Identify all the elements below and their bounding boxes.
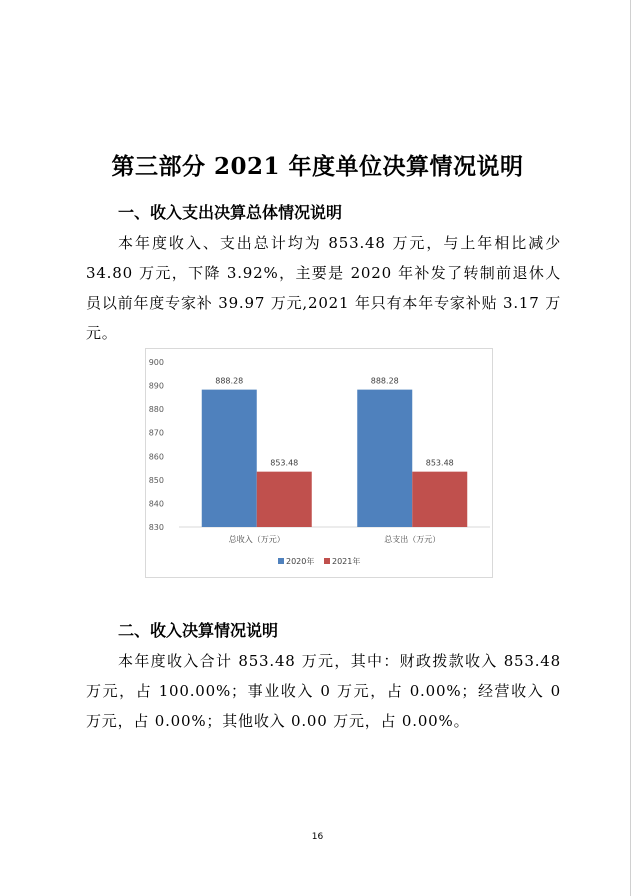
bar (357, 390, 412, 527)
bar (412, 472, 467, 527)
page-edge (630, 0, 631, 896)
section-paragraph-2: 本年度收入合计 853.48 万元，其中：财政拨款收入 853.48 万元，占 100.00%；事业收入 0 万元，占 0.00%；经营收入 0 万元，占 0.00%；其他收入 0.00 万元，占 0.00%。 (86, 652, 561, 730)
data-label: 853.48 (425, 458, 454, 468)
y-tick-label: 860 (148, 452, 164, 462)
y-tick-label: 870 (148, 428, 164, 438)
y-tick-label: 900 (148, 358, 164, 367)
legend-label: 2021年 (332, 557, 361, 566)
legend-swatch (278, 558, 284, 564)
bar-chart (145, 348, 493, 578)
category-label: 总收入（万元） (228, 535, 285, 544)
category-label: 总支出（万元） (384, 535, 441, 544)
page-title: 第三部分 2021 年度单位决算情况说明 (111, 153, 524, 180)
y-tick-label: 850 (148, 475, 164, 485)
y-tick-label: 880 (148, 405, 164, 415)
bar (257, 472, 312, 527)
legend-swatch (324, 558, 330, 564)
y-tick-label: 890 (148, 381, 164, 391)
data-label: 888.28 (215, 376, 244, 386)
legend-label: 2020年 (286, 557, 315, 566)
section-heading-1: 一、收入支出决算总体情况说明 (118, 203, 343, 222)
page-number: 16 (311, 832, 324, 842)
bar (202, 390, 257, 527)
bar-chart-svg (146, 349, 492, 577)
data-label: 853.48 (270, 458, 299, 468)
data-label: 888.28 (370, 376, 399, 386)
section-heading-2: 二、收入决算情况说明 (118, 621, 279, 640)
section-paragraph-1: 本年度收入、支出总计均为 853.48 万元，与上年相比减少 34.80 万元，下降 3.92%，主要是 2020 年补发了转制前退休人员以前年度专家补 39.97 万元,2021 年只有本年专家补贴 3.17 万元。 (86, 234, 561, 342)
y-tick-label: 830 (148, 523, 164, 532)
y-tick-label: 840 (148, 499, 164, 509)
